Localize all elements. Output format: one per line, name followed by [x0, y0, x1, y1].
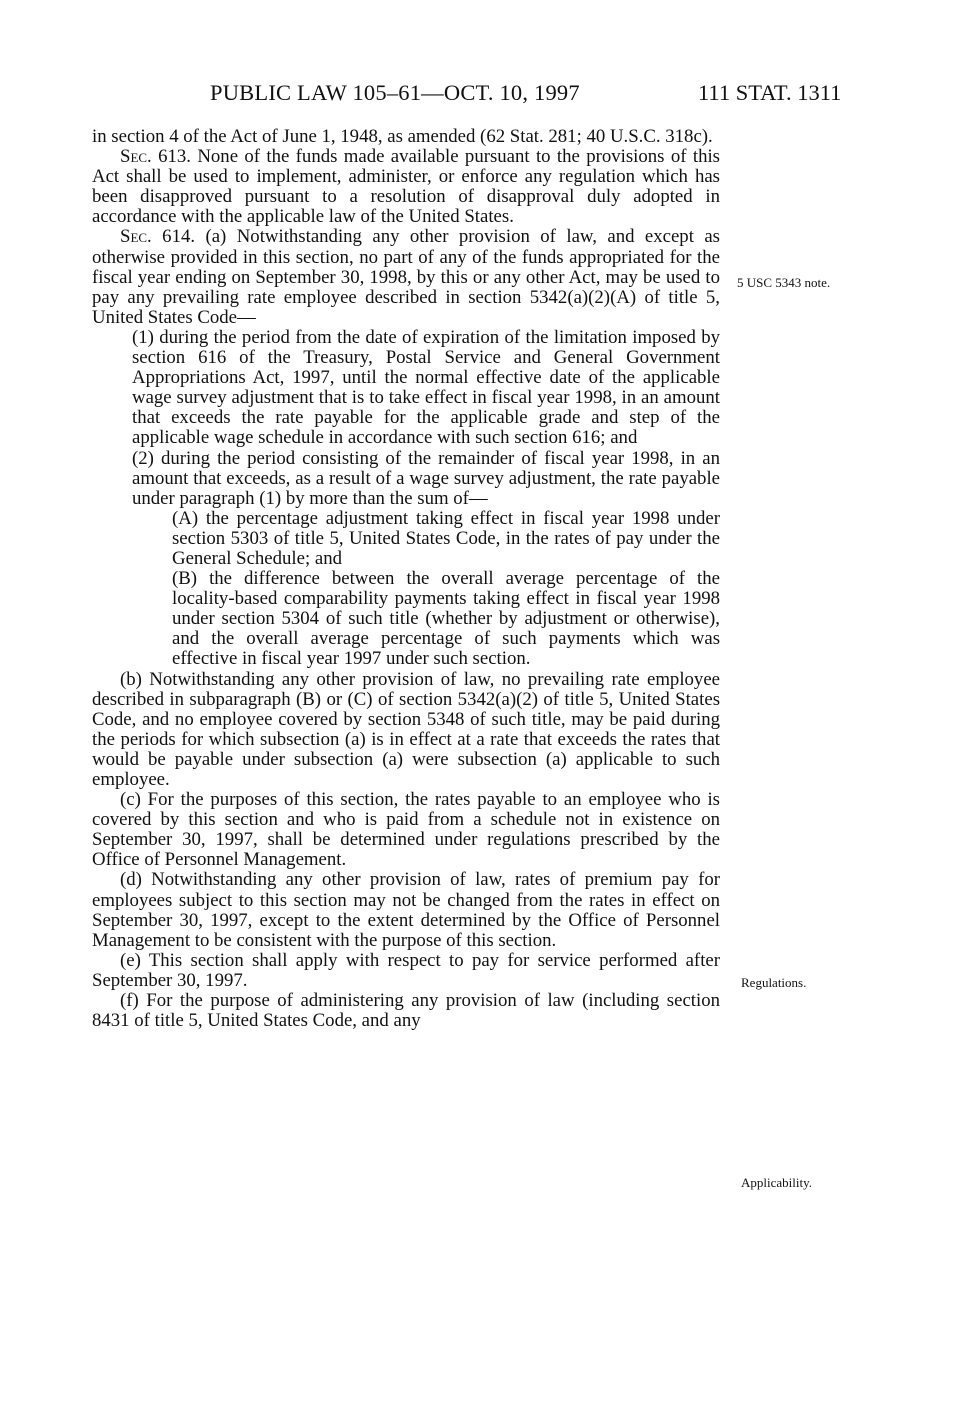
section-613-text: None of the funds made available pursuant to the provisions of this Act shall be used to implement, administer, or enforce any regulation which has been disapproved pursuant to a resolution of disapproval duly adopted in accordance with the applicable law of the United States. — [92, 146, 720, 228]
paragraph-continuation: in section 4 of the Act of June 1, 1948, as amended (62 Stat. 281; 40 U.S.C. 318c). — [92, 126, 713, 147]
subsection-f: (f) For the purpose of administering any provision of law (including section 8431 of title 5, United States Code, and any — [92, 990, 720, 1032]
page-header — [0, 80, 958, 110]
section-614-label: Sec. 614. — [120, 226, 196, 248]
subsection-b: (b) Notwithstanding any other provision of law, no prevailing rate employee described in subparagraph (B) or (C) of section 5342(a)(2) of title 5, United States Code, and no employee covered by section 5348 of such title, may be paid during the periods for which subsection (a) is in effect at a rate that exceeds the rates that would be payable under subsection (a) were subsection (a) applicable to such employee. — [92, 668, 720, 790]
section-614a-text: (a) Notwithstanding any other provision of law, and except as otherwise provided in this section, no part of any of the funds appropriated for the fiscal year ending on September 30, 1998, by this or any other Act, may be used to pay any prevailing rate employee described in section 5342(a)(2)(A) of title 5, United States Code— — [92, 226, 720, 328]
section-613 — [92, 147, 720, 227]
section-614a — [92, 227, 720, 327]
document-body — [92, 127, 720, 1031]
page-title: PUBLIC LAW 105–61—OCT. 10, 1997 — [210, 80, 580, 105]
paragraph-1: (1) during the period from the date of expiration of the limitation imposed by section 616 of the Treasury, Postal Service and General Government Appropriations Act, 1997, until the normal effective date of the applicable wage survey adjustment that is to take effect in fiscal year 1998, in an amount that exceeds the rate payable for the applicable grade and step of the applicable wage schedule in accordance with such section 616; and — [132, 326, 720, 449]
margin-note-regulations: Regulations. — [741, 975, 807, 990]
margin-note-applicability: Applicability. — [741, 1175, 813, 1190]
subsection-e: (e) This section shall apply with respect to pay for service performed after September 30, 1997. — [92, 949, 720, 991]
subparagraph-b: (B) the difference between the overall average percentage of the locality-based comparability payments taking effect in fiscal year 1998 under section 5304 of such title (whether by adjustment or otherwise), and the overall average percentage of such payments which was effective in fiscal year 1997 under such section. — [172, 568, 720, 670]
section-613-label: Sec. 613. — [120, 146, 191, 168]
subsection-c: (c) For the purposes of this section, the rates payable to an employee who is covered by this section and who is paid from a schedule not in existence on September 30, 1997, shall be determined under regulations prescribed by the Office of Personnel Management. — [92, 789, 720, 871]
subparagraph-a: (A) the percentage adjustment taking effect in fiscal year 1998 under section 5303 of title 5, United States Code, in the rates of pay under the General Schedule; and — [172, 507, 720, 569]
stat-page-number: 111 STAT. 1311 — [698, 80, 842, 105]
paragraph-2: (2) during the period consisting of the remainder of fiscal year 1998, in an amount that exceeds, as a result of a wage survey adjustment, the rate payable under paragraph (1) by more than the sum of— — [132, 447, 720, 509]
margin-note-usc: 5 USC 5343 note. — [737, 275, 831, 290]
subsection-d: (d) Notwithstanding any other provision of law, rates of premium pay for employees subject to this section may not be changed from the rates in effect on September 30, 1997, except to the extent determined by the Office of Personnel Management to be consistent with the purpose of this section. — [92, 869, 720, 951]
